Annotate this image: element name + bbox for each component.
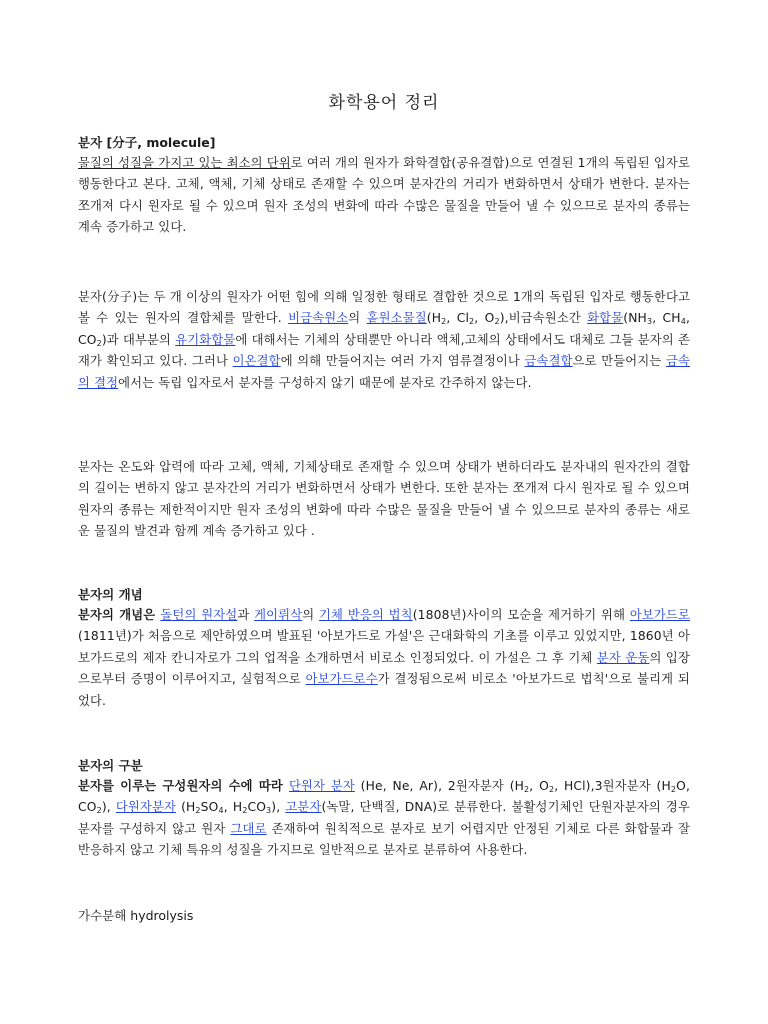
link-compound[interactable]: 화합물: [587, 311, 624, 326]
paragraph-text: 과: [237, 608, 255, 622]
paragraph-text: CO: [247, 800, 267, 815]
link-organic-compound[interactable]: 유기화합물: [175, 332, 236, 347]
link-simple-substance[interactable]: 홑원소물질: [366, 311, 427, 326]
paragraph-text: (H: [176, 800, 196, 815]
section-heading-classification: 분자의 구분: [78, 758, 143, 773]
paragraph-text: , CH: [652, 311, 681, 326]
link-polyatomic-molecule[interactable]: 다원자분자: [115, 800, 177, 815]
document-title: 화학용어 정리: [328, 93, 440, 113]
link-polymer[interactable]: 고분자: [285, 800, 322, 815]
paragraph-text: 으로 만들어지는: [572, 354, 666, 369]
paragraph-text: 에서는 독립 입자로서 분자를 구성하지 않기 때문에 분자로 간주하지 않는다.: [118, 375, 532, 390]
paragraph-text: , H: [223, 800, 243, 815]
subscript: 2: [469, 317, 475, 327]
link-avogadro-number[interactable]: 아보가드로수: [305, 672, 378, 687]
subscript: 2: [670, 785, 677, 794]
paragraph-text: , HCl),3원자분자 (H: [554, 779, 671, 793]
molecule-definition-paragraph: [78, 153, 690, 239]
paragraph-text: (He, Ne, Ar), 2원자분자 (H: [354, 779, 525, 793]
link-ionic-bond[interactable]: 이온결합: [232, 354, 281, 369]
section-molecule-concept: [78, 584, 690, 712]
underlined-phrase: 물질의 성질을 가지고 있는 최소의 단위: [78, 156, 291, 170]
subscript: 2: [548, 785, 555, 794]
molecule-state-paragraph: 분자는 온도와 압력에 따라 고체, 액체, 기체상태로 존재할 수 있으며 상태가 변하더라도 분자내의 원자간의 결합의 길이는 변하지 않고 분자간의 거리가 변화하면서 상태가 변한다. 또한 분자는 쪼개져 다시 원자로 될 수 있으며 원자의 종류는 제한적이지만 원자 조성의 변화에 따라 수많은 물질을 만들어 낼 수 있으므로 분자의 종류는 새로운 물질의 발견과 함께 계속 증가하고 있다 .: [78, 460, 690, 539]
paragraph-text: , O: [474, 311, 495, 326]
molecule-state-block: [78, 457, 690, 543]
link-gay-lussac[interactable]: 게이뤼삭: [254, 608, 303, 622]
subscript: 2: [242, 806, 248, 816]
link-as-is[interactable]: 그대로: [230, 821, 267, 836]
link-metal-crystal[interactable]: 금속의 결정: [78, 354, 690, 390]
link-nonmetal-element[interactable]: 비금속원소: [288, 311, 349, 326]
bold-lead: 분자의 개념은: [78, 608, 161, 622]
subscript: 2: [524, 785, 530, 794]
paragraph-text: (1808년)사이의 모순을 제거하기 위해: [412, 608, 630, 622]
subscript: 4: [680, 317, 686, 327]
link-molecular-motion[interactable]: 분자 운동: [596, 650, 650, 665]
paragraph-text: (NH: [623, 311, 647, 326]
paragraph-text: 의: [348, 311, 367, 326]
paragraph-text: )과 대부분의: [101, 332, 176, 347]
subscript: 2: [96, 338, 102, 348]
subscript: 4: [218, 806, 224, 816]
paragraph-text: SO: [200, 800, 219, 815]
molecule-detail-block: [78, 287, 690, 394]
section-heading-hydrolysis: 가수분해 hydrolysis: [78, 908, 194, 923]
subscript: 2: [494, 317, 500, 327]
subscript: 3: [646, 317, 653, 327]
paragraph-text: ),: [101, 800, 116, 815]
molecule-detail-paragraph: [78, 287, 690, 394]
section-heading-molecule: 분자 [分子, molecule]: [78, 135, 216, 150]
paragraph-text: (1811년)가 처음으로 제안하였으며 발표된 '아보가드로 가설'은 근대화학의 기초를 이루고 있었지만, 1860년 아보가드로의 제자 칸니자로가 그의 업적을 소개하면서 비로소 인정되었다. 이 가설은 그 후 기체: [78, 629, 690, 665]
paragraph-text: , O: [529, 779, 549, 793]
link-dalton-atomic-theory[interactable]: 돌턴의 원자설: [160, 608, 238, 622]
subscript: 3: [266, 806, 272, 816]
paragraph-text: 분자(分子)는 두 개 이상의 원자가 어떤 힘에 의해 일정한 형태로 결합한 것으로 1개의 독립된 입자로 행동한다고 볼 수 있는 원자의 결합체를 말한다.: [78, 290, 690, 326]
section-molecule-classification: [78, 755, 690, 862]
link-metallic-bond[interactable]: 금속결합: [524, 354, 573, 369]
paragraph-text: 의: [302, 608, 320, 622]
paragraph-text: (H: [426, 311, 442, 326]
paragraph-text: O, CO: [78, 779, 691, 815]
paragraph-text: , CO: [78, 311, 690, 347]
paragraph-text: 에 의해 만들어지는 여러 가지 염류결정이나: [280, 354, 525, 369]
paragraph-text: 가 결정됨으로써 비로소 '아보가드로 법칙'으로 불리게 되었다.: [78, 672, 690, 708]
section-heading-concept: 분자의 개념: [78, 587, 143, 602]
paragraph-text: (녹말, 단백질, DNA)로 분류한다. 불활성기체인 단원자분자의 경우 분자를 구성하지 않고 원자: [78, 800, 690, 836]
paragraph-text: , Cl: [446, 311, 470, 326]
link-avogadro[interactable]: 아보가드로: [629, 608, 690, 622]
paragraph-text: 로 여러 개의 원자가 화학결합(공유결합)으로 연결된 1개의 독립된 입자로 행동한다고 본다. 고체, 액체, 기체 상태로 존재할 수 있으며 분자간의 거리가 변화하면서 상태가 변한다. 분자는 쪼개져 다시 원자로 될 수 있으며 원자 조성의 변화에 따라 수많은 물질을 만들어 낼 수 있으므로 분자의 종류는 계속 증가하고 있다.: [78, 156, 690, 235]
concept-paragraph: [78, 605, 690, 712]
paragraph-text: 존재하여 원칙적으로 분자로 보기 어렵지만 안정된 기체로 다른 화합물과 잘 반응하지 않고 기체 특유의 성질을 가지므로 일반적으로 분자로 분류하여 사용한다.: [78, 821, 690, 858]
section-molecule: [78, 132, 690, 239]
classification-paragraph: [78, 776, 690, 862]
bold-lead: 분자를 이루는 구성원자의 수에 따라: [78, 779, 289, 793]
link-law-of-gas-reaction[interactable]: 기체 반응의 법칙: [319, 608, 413, 622]
link-monatomic-molecule[interactable]: 단원자 분자: [289, 779, 355, 793]
subscript: 2: [96, 806, 102, 816]
subscript: 2: [195, 806, 201, 816]
section-hydrolysis: [78, 905, 690, 926]
paragraph-text: ),비금속원소간: [499, 311, 588, 326]
subscript: 2: [441, 317, 447, 327]
paragraph-text: 에 대해서는 기체의 상태뿐만 아니라 액체,고체의 상태에서도 대체로 그들 분자의 존재가 확인되고 있다. 그러나: [78, 332, 690, 369]
paragraph-text: ),: [271, 800, 286, 815]
paragraph-text: 의 입장으로부터 증명이 이루어지고, 실험적으로: [78, 650, 690, 687]
